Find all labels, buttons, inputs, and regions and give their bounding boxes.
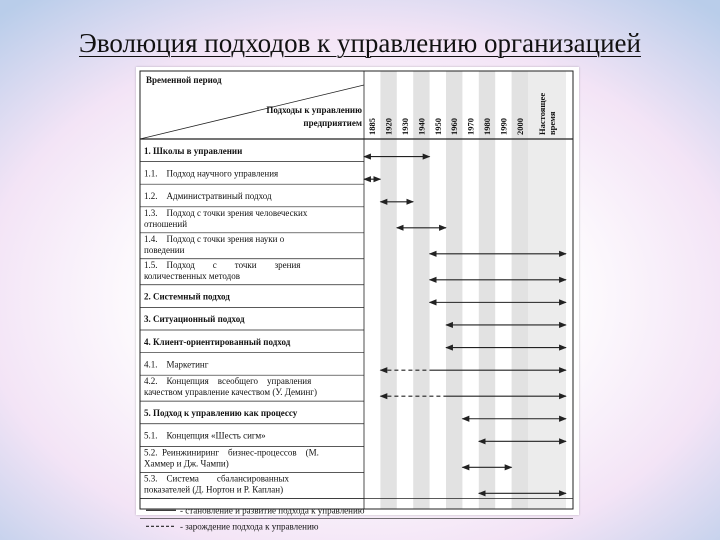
row-label: 1.3. Подход с точки зрения человеческих xyxy=(144,207,308,218)
row-label: 5.1. Концепция «Шесть сигм» xyxy=(144,430,266,441)
row-label: 5.2. Реинжиниринг бизнес-процессов (М. xyxy=(144,447,319,458)
period-label: 1920 xyxy=(383,118,394,135)
period-label: 2000 xyxy=(514,118,525,135)
period-label: 1930 xyxy=(400,118,410,135)
period-label: 1960 xyxy=(449,118,460,135)
row-label: 4.2. Концепция всеобщего управления xyxy=(144,376,312,387)
period-label: 1990 xyxy=(498,118,509,135)
row-label: отношений xyxy=(144,218,188,229)
row-label: 4.1. Маркетинг xyxy=(144,359,209,370)
row-label: качеством управление качеством (У. Деминг) xyxy=(144,387,317,398)
period-shade xyxy=(413,71,429,509)
row-label: 3. Ситуационный подход xyxy=(144,314,245,325)
page-title: Эволюция подходов к управлению организацией xyxy=(79,28,641,58)
time-period-label: Временной период xyxy=(146,75,222,85)
present-shade xyxy=(528,71,566,509)
row-label: 5.3. Система сбалансированных xyxy=(144,473,290,484)
row-label: 1.2. Администратвиный подход xyxy=(144,191,272,201)
evolution-table xyxy=(136,67,579,532)
table-graphic xyxy=(136,67,579,532)
period-label: 1980 xyxy=(482,118,492,135)
period-label: 1940 xyxy=(416,118,427,135)
present-label: Настоящее xyxy=(537,92,547,135)
period-shade xyxy=(380,71,396,509)
row-label: 5. Подход к управлению как процессу xyxy=(144,407,298,418)
period-shade xyxy=(479,71,495,509)
table-border xyxy=(140,71,573,509)
row-label: 4. Клиент-ориентированный подход xyxy=(144,336,291,347)
approaches-label: Подходы к управлению xyxy=(266,105,362,115)
row-label: 1. Школы в управлении xyxy=(144,145,243,156)
period-shade xyxy=(446,71,462,509)
present-label-2: время xyxy=(547,111,557,135)
legend-text: - зарождение подхода к управлению xyxy=(180,521,319,532)
period-shade xyxy=(512,71,528,509)
row-label: 1.4. Подход с точки зрения науки о xyxy=(144,233,285,244)
row-label: 1.5. Подход с точки зрения xyxy=(144,259,301,270)
legend-text: - становление и развитие подхода к управлению xyxy=(180,505,365,516)
row-label: поведении xyxy=(144,244,185,255)
row-label: количественных методов xyxy=(144,270,240,281)
row-label: 1.1. Подход научного управления xyxy=(144,168,279,179)
period-label: 1885 xyxy=(367,118,378,135)
row-label: показателей (Д. Нортон и Р. Каплан) xyxy=(144,484,284,495)
period-label: 1950 xyxy=(432,118,443,135)
period-label: 1970 xyxy=(465,118,476,135)
row-label: 2. Системный подход xyxy=(144,291,230,302)
approaches-label-2: предприятием xyxy=(303,118,362,128)
row-label: Хаммер и Дж. Чампи) xyxy=(144,458,229,469)
